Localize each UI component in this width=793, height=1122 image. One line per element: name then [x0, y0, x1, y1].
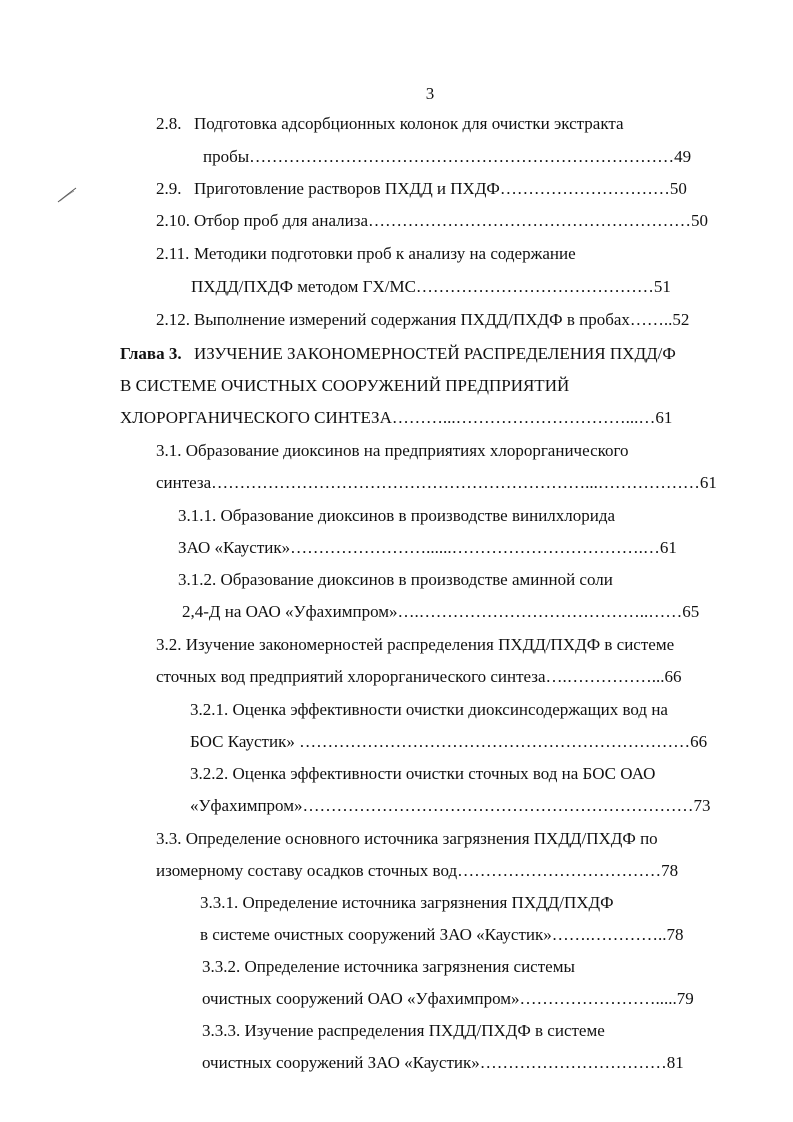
toc-title: в системе очистных сооружений ЗАО «Каустик»…….…………..78 — [200, 925, 684, 944]
toc-entry-3-2-cont[interactable] — [0, 661, 793, 693]
toc-entry-3-3-2[interactable] — [0, 951, 793, 983]
toc-title: 3.3. Определение основного источника загрязнения ПХДД/ПХДФ по — [156, 829, 658, 848]
toc-entry-2-11-cont[interactable] — [0, 271, 793, 303]
toc-entry-3-1-1[interactable] — [0, 500, 793, 532]
toc-entry-2-10[interactable] — [0, 205, 793, 237]
toc-title: 3.1.2. Образование диоксинов в производстве аминной соли — [178, 570, 613, 589]
toc-number: 2.12. — [156, 310, 190, 329]
toc-entry-2-8-cont[interactable] — [0, 141, 793, 173]
toc-entry-2-8[interactable] — [0, 108, 793, 140]
toc-entry-3-3-2-cont[interactable] — [0, 983, 793, 1015]
toc-number: 2.9. — [156, 179, 182, 198]
toc-title: очистных сооружений ЗАО «Каустик»……………………………81 — [202, 1053, 684, 1072]
toc-title: изомерному составу осадков сточных вод………………………………78 — [156, 861, 679, 880]
toc-title: 3.2.2. Оценка эффективности очистки сточных вод на БОС ОАО — [190, 764, 656, 783]
chapter-title: В СИСТЕМЕ ОЧИСТНЫХ СООРУЖЕНИЙ ПРЕДПРИЯТИЙ — [120, 376, 570, 395]
toc-title: 2,4-Д на ОАО «Уфахимпром»….…………………………………..……65 — [182, 602, 700, 621]
toc-title: 3.1.1. Образование диоксинов в производстве винилхлорида — [178, 506, 616, 525]
toc-chapter-3[interactable] — [0, 338, 793, 370]
toc-title: Отбор проб для анализа…………………………………………………50 — [194, 211, 708, 230]
toc-title: Выполнение измерений содержания ПХДД/ПХДФ в пробах……..52 — [194, 310, 690, 329]
chapter-title: ИЗУЧЕНИЕ ЗАКОНОМЕРНОСТЕЙ РАСПРЕДЕЛЕНИЯ ПХДД/Ф — [194, 344, 676, 363]
toc-title: «Уфахимпром»……………………………………………………………73 — [190, 796, 711, 815]
toc-entry-2-11[interactable] — [0, 238, 793, 270]
toc-title: Подготовка адсорбционных колонок для очистки экстракта — [194, 114, 624, 133]
toc-entry-3-1-1-cont[interactable] — [0, 532, 793, 564]
chapter-label: Глава 3. — [120, 344, 182, 363]
toc-entry-3-2-2-cont[interactable] — [0, 790, 793, 822]
toc-entry-3-3-3-cont[interactable] — [0, 1047, 793, 1079]
toc-entry-2-9[interactable] — [0, 173, 793, 205]
toc-title: БОС Каустик» ……………………………………………………………66 — [190, 732, 708, 751]
toc-entry-3-2-2[interactable] — [0, 758, 793, 790]
toc-entry-3-2[interactable] — [0, 629, 793, 661]
toc-entry-3-3-1-cont[interactable] — [0, 919, 793, 951]
toc-number: 2.10. — [156, 211, 190, 230]
toc-number: 2.11. — [156, 244, 190, 263]
toc-entry-3-2-1-cont[interactable] — [0, 726, 793, 758]
toc-entry-3-1-cont[interactable] — [0, 467, 793, 499]
toc-title: Приготовление растворов ПХДД и ПХДФ…………………………50 — [194, 179, 687, 198]
toc-chapter-3-cont-2[interactable] — [0, 402, 793, 434]
toc-title: 3.3.2. Определение источника загрязнения системы — [202, 957, 575, 976]
toc-title: 3.2. Изучение закономерностей распределения ПХДД/ПХДФ в системе — [156, 635, 675, 654]
toc-entry-3-3-1[interactable] — [0, 887, 793, 919]
toc-entry-3-2-1[interactable] — [0, 694, 793, 726]
toc-title: 3.1. Образование диоксинов на предприятиях хлорорганического — [156, 441, 629, 460]
toc-entry-3-3[interactable] — [0, 823, 793, 855]
toc-title: очистных сооружений ОАО «Уфахимпром»…………………….....79 — [202, 989, 694, 1008]
toc-number: 2.8. — [156, 114, 182, 133]
toc-entry-3-1-2[interactable] — [0, 564, 793, 596]
toc-entry-3-1-2-cont[interactable] — [0, 596, 793, 628]
toc-title: сточных вод предприятий хлорорганического синтеза….……………...66 — [156, 667, 682, 686]
toc-title: Методики подготовки проб к анализу на содержание — [194, 244, 576, 263]
toc-entry-3-1[interactable] — [0, 435, 793, 467]
toc-title: 3.3.1. Определение источника загрязнения ПХДД/ПХДФ — [200, 893, 614, 912]
toc-title: 3.3.3. Изучение распределения ПХДД/ПХДФ в системе — [202, 1021, 605, 1040]
toc-chapter-3-cont-1[interactable] — [0, 370, 793, 402]
toc-entry-2-12[interactable] — [0, 304, 793, 336]
toc-title: пробы…………………………………………………………………49 — [203, 147, 692, 166]
toc-title: ЗАО «Каустик»……………………......…………………………….…61 — [178, 538, 677, 557]
chapter-title: ХЛОРОРГАНИЧЕСКОГО СИНТЕЗА………...…………………………...…61 — [120, 408, 673, 427]
toc-title: синтеза…………………………………………………………...………………61 — [156, 473, 717, 492]
toc-title: ПХДД/ПХДФ методом ГХ/МС……………………………………51 — [191, 277, 671, 296]
toc-title: 3.2.1. Оценка эффективности очистки диоксинсодержащих вод на — [190, 700, 668, 719]
page-number: 3 — [425, 84, 435, 103]
toc-entry-3-3-3[interactable] — [0, 1015, 793, 1047]
toc-entry-3-3-cont[interactable] — [0, 855, 793, 887]
